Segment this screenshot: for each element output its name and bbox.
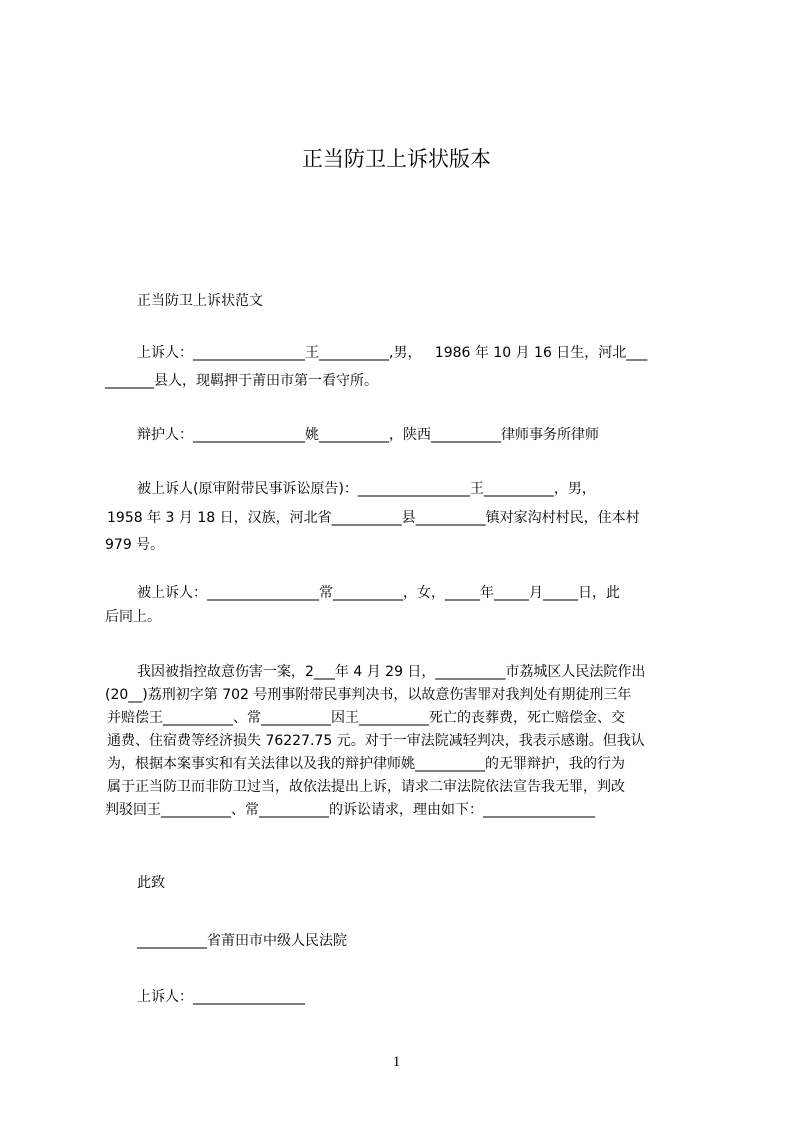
paragraph-line: 后同上。 xyxy=(105,609,161,625)
paragraph-line: 并赔偿王__________、常__________因王__________死亡的丧葬费，死亡赔偿金、交 xyxy=(107,710,625,726)
page-number: 1 xyxy=(392,1054,401,1070)
paragraph-line: 1958 年 3 月 18 日，汉族，河北省__________县__________镇对家沟村村民，住本村 xyxy=(107,510,640,526)
paragraph-line: 我因被指控故意伤害一案，2___年 4 月 29 日，__________市荔城区人民法院作出 xyxy=(137,664,646,680)
court-name: __________省莆田市中级人民法院 xyxy=(137,933,347,949)
paragraph-line: 辩护人：________________姚__________，陕西__________律师事务所律师 xyxy=(137,427,599,443)
closing-salutation: 此致 xyxy=(137,875,165,891)
paragraph-line: _______县人，现羁押于莆田市第一看守所。 xyxy=(105,373,378,389)
paragraph-line: 属于正当防卫而非防卫过当，故依法提出上诉，请求二审法院依法宣告我无罪，判改 xyxy=(107,779,625,795)
subtitle: 正当防卫上诉状范文 xyxy=(137,293,263,309)
paragraph-line: 判驳回王__________、常__________的诉讼请求，理由如下：________________ xyxy=(105,802,595,818)
paragraph-line: 被上诉人(原审附带民事诉讼原告)：________________王__________，男， xyxy=(137,481,596,497)
signature-line: 上诉人：________________ xyxy=(137,989,305,1005)
document-title: 正当防卫上诉状版本 xyxy=(302,147,491,171)
paragraph-line: 979 号。 xyxy=(105,537,165,553)
paragraph-line: 被上诉人：________________常__________，女，_____年_____月_____日，此 xyxy=(137,585,620,601)
paragraph-line: (20__)荔刑初字第 702 号刑事附带民事判决书，以故意伤害罪对我判处有期徒刑三年 xyxy=(105,687,632,703)
paragraph-line: 通费、住宿费等经济损失 76227.75 元。对于一审法院减轻判决，我表示感谢。但我认 xyxy=(107,733,645,749)
paragraph-line: 为，根据本案事实和有关法律以及我的辩护律师姚__________的无罪辩护，我的行为 xyxy=(107,756,625,772)
paragraph-line: 上诉人：________________王__________,男， 1986 年 10 月 16 日生，河北___ xyxy=(137,345,648,361)
